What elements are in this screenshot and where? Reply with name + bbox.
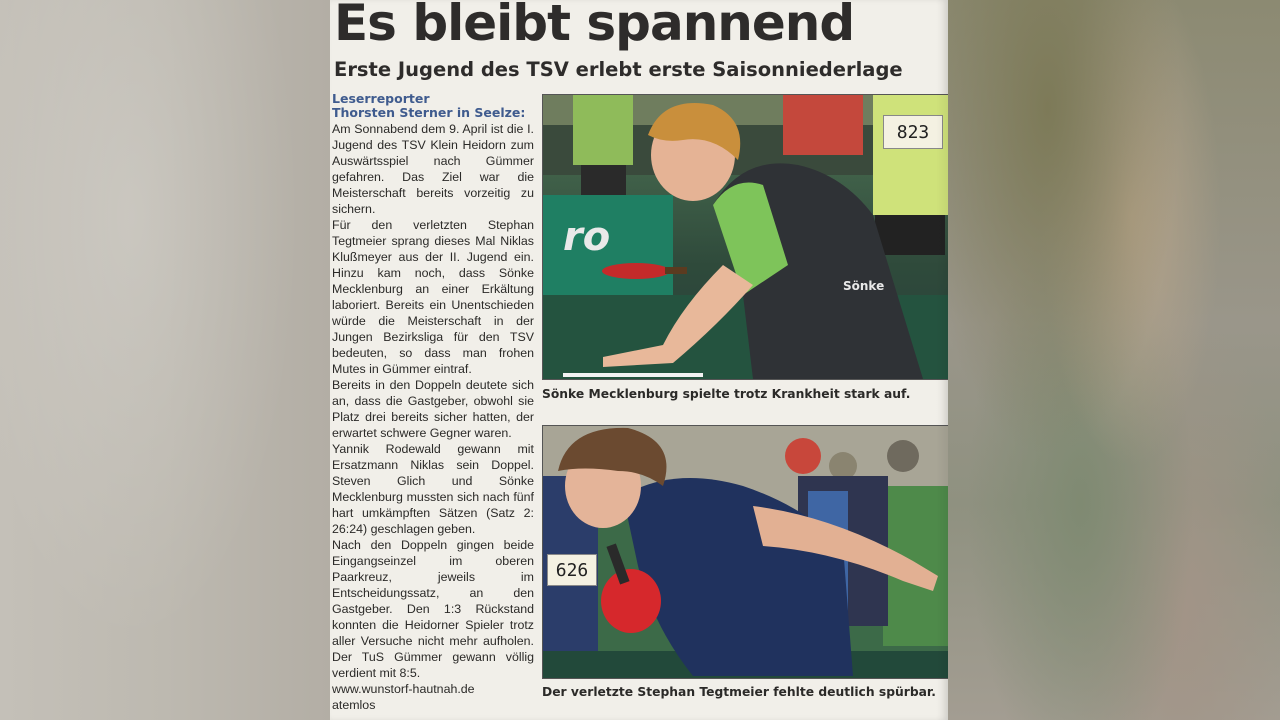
photo1-caption: Sönke Mecklenburg spielte trotz Krankheit stark auf. [542, 387, 911, 401]
byline [332, 92, 542, 119]
paper-edge-shadow [936, 0, 948, 720]
photo1-sign-text: ro [563, 214, 611, 260]
article-author-tag: atemlos [332, 698, 376, 712]
photo2-caption: Der verletzte Stephan Tegtmeier fehlte deutlich spürbar. [542, 685, 936, 699]
article-paragraph: Bereits in den Doppeln deutete sich an, dass die Gastgeber, obwohl sie Platz drei bereits sicher hatten, der erwartet schwere Gegner waren. [332, 378, 534, 440]
photo-table-tennis-player-1 [542, 94, 948, 380]
byline-role: Leserreporter [332, 91, 430, 106]
photo2-bib-number: 626 [547, 554, 597, 586]
newspaper-clipping [330, 0, 948, 720]
article-paragraph: Für den verletzten Stephan Tegtmeier sprang dieses Mal Niklas Klußmeyer aus der II. Jugend ein. Hinzu kam noch, dass Sönke Mecklenburg an einer Erkältung laboriert. Bereits ein Unentschieden würde die Meisterschaft in der Jungen Bezirksliga für den TSV bedeuten, so dass man frohen Mutes in Gümmer eintraf. [332, 218, 534, 376]
article-source: www.wunstorf-hautnah.de [332, 682, 475, 696]
headline: Es bleibt spannend [334, 0, 855, 52]
photo2-illustration [543, 426, 948, 678]
article-paragraph: Am Sonnabend dem 9. April ist die I. Jugend des TSV Klein Heidorn zum Auswärtsspiel nach Gümmer gefahren. Das Ziel war die Meisterschaft bereits vorzeitig zu sichern. [332, 122, 534, 216]
blurred-background-right [948, 0, 1280, 720]
article-body [332, 121, 534, 713]
article-paragraph: Nach den Doppeln gingen beide Eingangseinzel im oberen Paarkreuz, jeweils im Entscheidungssatz, an den Gastgeber. Den 1:3 Rückstand konnten die Heidorner Spieler trotz aller Versuche nicht mehr aufholen. Der TuS Gümmer gewann völlig verdient mit 8:5. [332, 538, 534, 680]
blurred-background-left [0, 0, 330, 720]
subheadline: Erste Jugend des TSV erlebt erste Saisonniederlage [334, 58, 903, 81]
byline-author: Thorsten Sterner in Seelze: [332, 104, 526, 120]
article-paragraph: Yannik Rodewald gewann mit Ersatzmann Niklas sein Doppel. Steven Glich und Sönke Mecklenburg mussten sich nach fünf hart umkämpften Sätzen (Satz 2: 26:24) geschlagen geben. [332, 442, 534, 536]
photo1-bib-number: 823 [883, 115, 943, 149]
photo1-shirt-text: Sönke [843, 279, 885, 293]
photo-table-tennis-player-2 [542, 425, 948, 679]
